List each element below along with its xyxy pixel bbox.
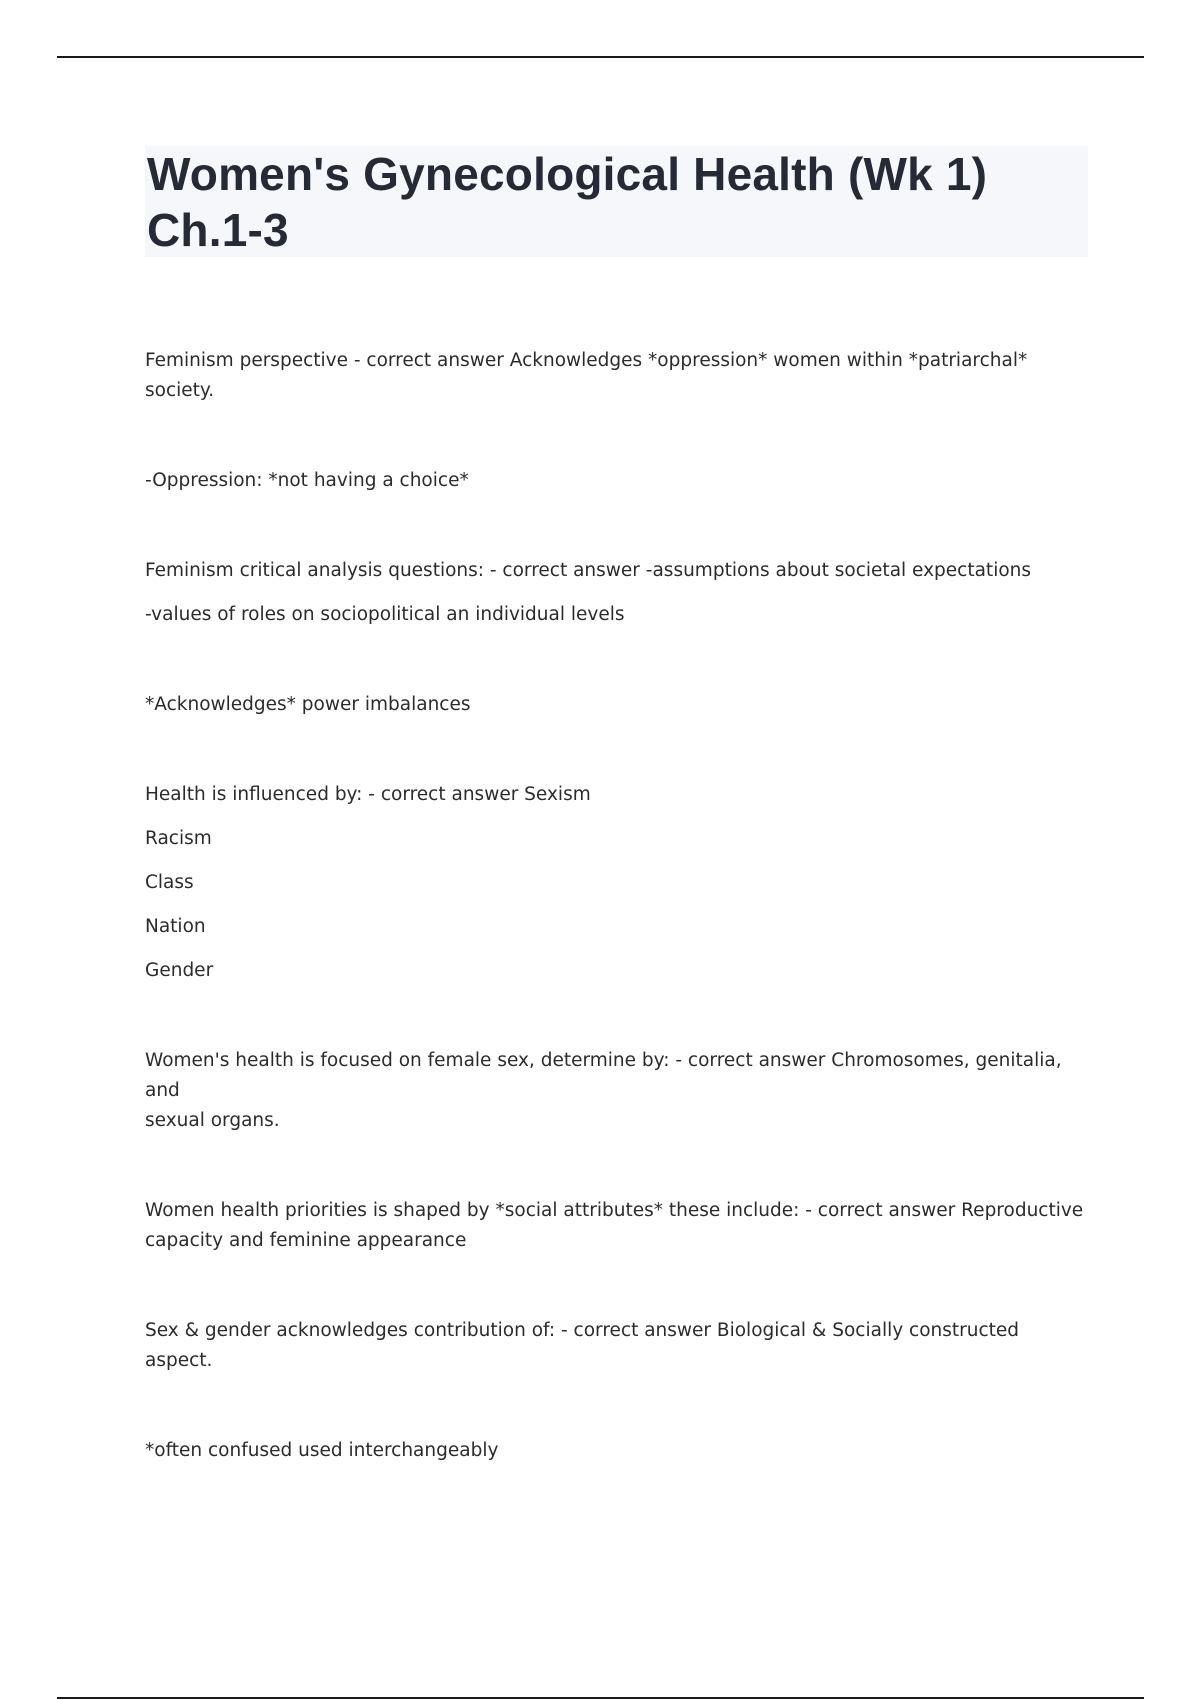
- list-item-class: Class: [145, 872, 194, 893]
- entry-text-continued: sexual organs.: [145, 1110, 280, 1131]
- entry-text-continued: society.: [145, 380, 215, 401]
- list-item-gender: Gender: [145, 960, 214, 981]
- title-line-1: Women's Gynecological Health (Wk 1): [147, 148, 988, 200]
- entry-critical-analysis: [145, 556, 1090, 630]
- bottom-divider: [57, 1697, 1144, 1699]
- entry-interchangeable: [145, 1436, 1090, 1466]
- entry-text: Women's health is focused on female sex, determine by: - correct answer Chromosomes, genitalia, and: [145, 1050, 1062, 1101]
- entry-feminism-perspective: [145, 346, 1090, 406]
- entry-sex-gender: [145, 1316, 1090, 1376]
- document-title: [145, 146, 1088, 258]
- entry-text: *Acknowledges* power imbalances: [145, 694, 471, 715]
- entry-female-sex: [145, 1046, 1090, 1136]
- entry-power-imbalances: [145, 690, 1090, 720]
- entry-text: Sex & gender acknowledges contribution of: - correct answer Biological & Socially constructed aspect.: [145, 1320, 1020, 1371]
- entry-oppression: [145, 466, 1090, 496]
- entry-text: -Oppression: *not having a choice*: [145, 470, 469, 491]
- flashcard-content: [145, 346, 1090, 1466]
- entry-text: *often confused used interchangeably: [145, 1440, 499, 1461]
- entry-text: Feminism perspective - correct answer Acknowledges *oppression* women within *patriarchal*: [145, 350, 1028, 371]
- entry-text: Women health priorities is shaped by *social attributes* these include: - correct answer Reproductive: [145, 1200, 1084, 1221]
- entry-social-attributes: [145, 1196, 1090, 1256]
- title-line-2: Ch.1-3: [147, 204, 289, 256]
- entry-text: Health is influenced by: - correct answer Sexism: [145, 784, 591, 805]
- top-divider: [57, 56, 1144, 58]
- entry-text-continued: -values of roles on sociopolitical an individual levels: [145, 604, 625, 625]
- entry-health-influenced: [145, 780, 1090, 986]
- entry-text-continued: capacity and feminine appearance: [145, 1230, 467, 1251]
- list-item-racism: Racism: [145, 828, 212, 849]
- entry-text: Feminism critical analysis questions: - correct answer -assumptions about societal expectations: [145, 560, 1032, 581]
- title-block: [145, 146, 1088, 257]
- list-item-nation: Nation: [145, 916, 206, 937]
